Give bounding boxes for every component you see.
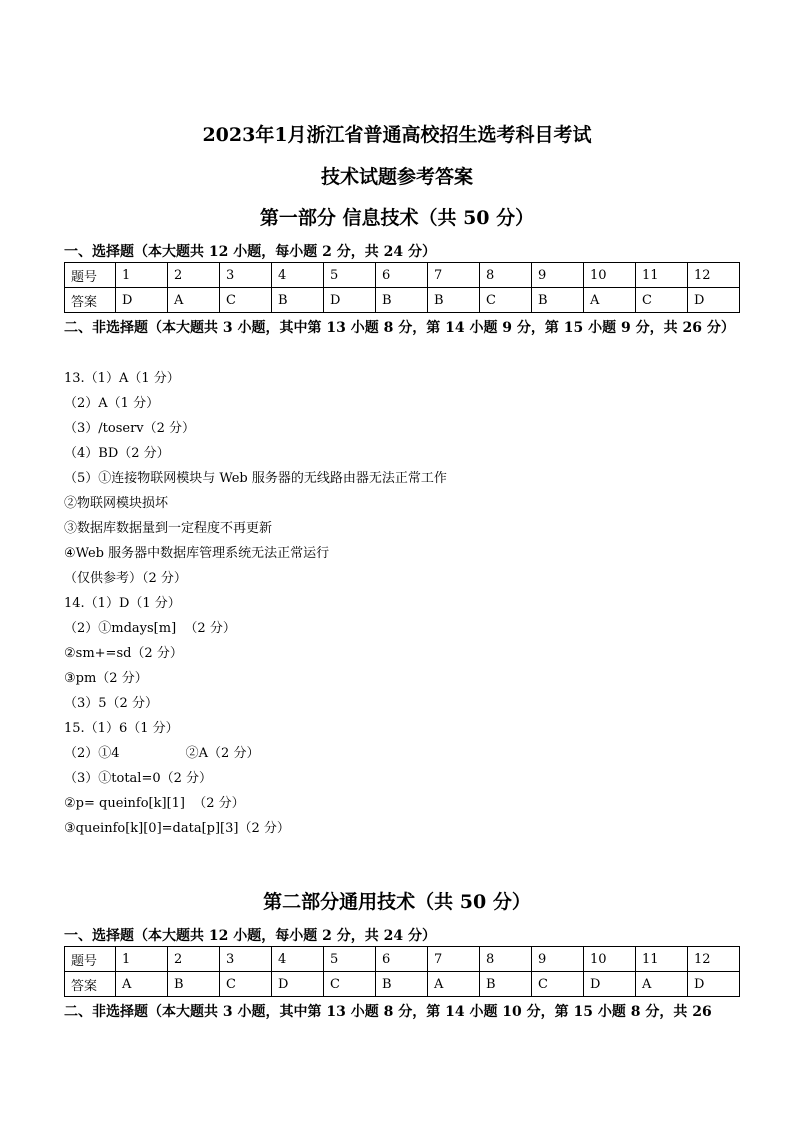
table-row-numbers: [65, 263, 740, 288]
table-cell: 6: [376, 947, 428, 972]
row-label: 题号: [65, 263, 116, 288]
table-cell: 11: [636, 947, 688, 972]
row-label: 答案: [65, 972, 116, 997]
table-cell: C: [324, 972, 376, 997]
table-cell: D: [116, 288, 168, 313]
table-cell: C: [220, 972, 272, 997]
table-cell: C: [636, 288, 688, 313]
answer-line: ③数据库数据量到一定程度不再更新: [64, 521, 273, 536]
table-cell: C: [532, 972, 584, 997]
table-cell: D: [272, 972, 324, 997]
table-cell: B: [428, 288, 480, 313]
answer-line: ③queinfo[k][0]=data[p][3]（2 分）: [64, 821, 290, 836]
table-cell: B: [532, 288, 584, 313]
table-cell: A: [636, 972, 688, 997]
row-label: 答案: [65, 288, 116, 313]
answer-line: ②物联网模块损坏: [64, 496, 169, 511]
table-cell: 12: [688, 263, 740, 288]
table-cell: 2: [168, 263, 220, 288]
table-cell: C: [480, 288, 532, 313]
table-cell: 5: [324, 947, 376, 972]
table-cell: A: [428, 972, 480, 997]
table-cell: 5: [324, 263, 376, 288]
exam-title: 2023年1月浙江省普通高校招生选考科目考试: [202, 124, 592, 146]
table-cell: 8: [480, 947, 532, 972]
table-cell: D: [324, 288, 376, 313]
answer-line: （3）/toserv（2 分）: [64, 421, 196, 436]
table-cell: D: [688, 288, 740, 313]
part2-section1-heading: 一、选择题（本大题共 12 小题，每小题 2 分，共 24 分）: [64, 928, 436, 944]
part2-title: 第二部分通用技术（共 50 分）: [263, 891, 531, 913]
part2-section2-heading: 二、非选择题（本大题共 3 小题，其中第 13 小题 8 分，第 14 小题 10 分，第 15 小题 8 分，共 26: [64, 1004, 712, 1020]
table-cell: 7: [428, 263, 480, 288]
table-row-numbers: [65, 947, 740, 972]
part1-answer-table: [64, 262, 740, 313]
table-cell: D: [584, 972, 636, 997]
table-cell: C: [220, 288, 272, 313]
table-cell: 8: [480, 263, 532, 288]
table-row-answers: [65, 972, 740, 997]
answer-line: 14.（1）D（1 分）: [64, 596, 181, 611]
part2-answer-table: [64, 946, 740, 997]
part1-title: 第一部分 信息技术（共 50 分）: [259, 207, 535, 229]
table-cell: B: [272, 288, 324, 313]
answer-line: （2）①mdays[m] （2 分）: [64, 621, 236, 636]
table-cell: 1: [116, 263, 168, 288]
answer-line: ②sm+=sd（2 分）: [64, 646, 183, 661]
answer-line: （2）①4 ②A（2 分）: [64, 746, 260, 761]
table-cell: 3: [220, 263, 272, 288]
table-cell: A: [168, 288, 220, 313]
table-cell: 10: [584, 947, 636, 972]
table-cell: B: [376, 288, 428, 313]
table-cell: 10: [584, 263, 636, 288]
table-cell: A: [584, 288, 636, 313]
table-cell: 4: [272, 263, 324, 288]
answer-line: ③pm（2 分）: [64, 671, 148, 686]
table-cell: 9: [532, 263, 584, 288]
table-cell: 6: [376, 263, 428, 288]
answer-line: 15.（1）6（1 分）: [64, 721, 179, 736]
answer-line: 13.（1）A（1 分）: [64, 371, 180, 386]
table-row-answers: [65, 288, 740, 313]
table-cell: A: [116, 972, 168, 997]
answer-line: ④Web 服务器中数据库管理系统无法正常运行: [64, 546, 330, 561]
answer-line: （2）A（1 分）: [64, 396, 160, 411]
table-cell: 12: [688, 947, 740, 972]
answer-line: （3）①total=0（2 分）: [64, 771, 213, 786]
answer-line: （4）BD（2 分）: [64, 446, 170, 461]
exam-subtitle: 技术试题参考答案: [320, 166, 473, 188]
table-cell: 11: [636, 263, 688, 288]
table-cell: D: [688, 972, 740, 997]
part1-section2-heading: 二、非选择题（本大题共 3 小题，其中第 13 小题 8 分，第 14 小题 9 分，第 15 小题 9 分，共 26 分）: [64, 320, 735, 336]
table-cell: B: [376, 972, 428, 997]
answer-line: （3）5（2 分）: [64, 696, 158, 711]
table-cell: 3: [220, 947, 272, 972]
row-label: 题号: [65, 947, 116, 972]
table-cell: 4: [272, 947, 324, 972]
answer-line: ②p= queinfo[k][1] （2 分）: [64, 796, 245, 811]
part1-section1-heading: 一、选择题（本大题共 12 小题，每小题 2 分，共 24 分）: [64, 244, 436, 260]
table-cell: B: [480, 972, 532, 997]
answer-line: （仅供参考）（2 分）: [64, 571, 187, 586]
table-cell: 2: [168, 947, 220, 972]
table-cell: B: [168, 972, 220, 997]
table-cell: 1: [116, 947, 168, 972]
table-cell: 9: [532, 947, 584, 972]
table-cell: 7: [428, 947, 480, 972]
answer-line: （5）①连接物联网模块与 Web 服务器的无线路由器无法正常工作: [64, 471, 447, 486]
